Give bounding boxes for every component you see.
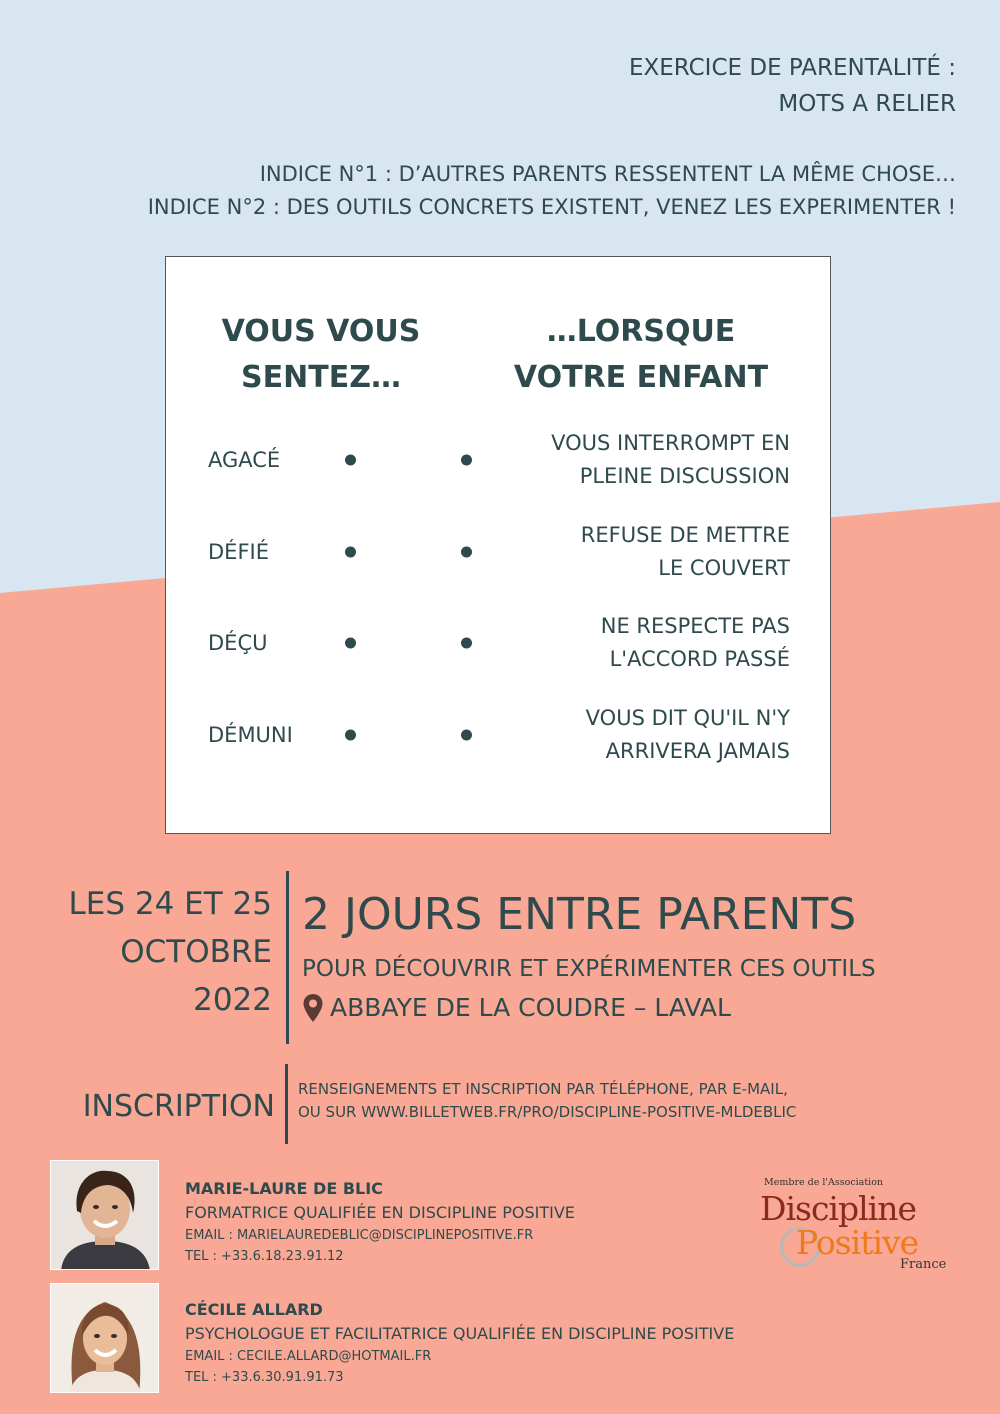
- logo-word-1: Discipline: [760, 1189, 916, 1228]
- hints: [148, 158, 956, 224]
- situation-label: [510, 610, 790, 676]
- situation-line-1: REFUSE DE METTRE: [580, 523, 790, 547]
- feeling-label: DÉFIÉ: [208, 540, 269, 564]
- situation-line-2: L'ACCORD PASSÉ: [609, 647, 790, 671]
- date-line-1: LES 24 ET 25: [68, 886, 272, 922]
- situations-heading: [496, 309, 786, 401]
- situation-label: [510, 702, 790, 768]
- event-divider: [286, 871, 289, 1044]
- contact-name: MARIE-LAURE DE BLIC: [185, 1179, 383, 1198]
- header-line-1: EXERCICE DE PARENTALITÉ :: [628, 55, 956, 81]
- inscription-info-line-2[interactable]: OU SUR WWW.BILLETWEB.FR/PRO/DISCIPLINE-POSITIVE-MLDEBLIC: [298, 1103, 797, 1121]
- feeling-label: DÉÇU: [208, 631, 268, 655]
- situation-line-2: PLEINE DISCUSSION: [579, 464, 790, 488]
- map-pin-icon: [302, 993, 324, 1023]
- situation-line-1: VOUS DIT QU'IL N'Y: [585, 706, 790, 730]
- match-row: [166, 517, 832, 587]
- situation-line-2: ARRIVERA JAMAIS: [605, 739, 790, 763]
- situation-label: [510, 519, 790, 585]
- feeling-dot[interactable]: [345, 547, 356, 558]
- situation-line-1: NE RESPECTE PAS: [600, 614, 790, 638]
- contact-card: [185, 1177, 575, 1267]
- contact-role: FORMATRICE QUALIFIÉE EN DISCIPLINE POSITIVE: [185, 1203, 575, 1222]
- contact-name: CÉCILE ALLARD: [185, 1300, 323, 1319]
- situation-dot[interactable]: [461, 455, 472, 466]
- portrait-marie-laure: [51, 1161, 159, 1270]
- feelings-heading-line-2: SENTEZ…: [241, 360, 401, 395]
- inscription-info: [298, 1078, 796, 1124]
- contact-phone[interactable]: TEL : +33.6.30.91.91.73: [185, 1370, 344, 1385]
- contact-email[interactable]: EMAIL : MARIELAUREDEBLIC@DISCIPLINEPOSITIVE.FR: [185, 1228, 534, 1243]
- situation-label: [510, 427, 790, 493]
- exercise-card: [165, 256, 831, 834]
- feelings-heading: [206, 309, 436, 401]
- location-text: ABBAYE DE LA COUDRE – LAVAL: [330, 993, 731, 1022]
- match-row: [166, 425, 832, 495]
- event-location: [302, 990, 731, 1026]
- match-row: [166, 700, 832, 770]
- feeling-dot[interactable]: [345, 730, 356, 741]
- logo-country: France: [900, 1257, 947, 1272]
- event-subtitle: POUR DÉCOUVRIR ET EXPÉRIMENTER CES OUTILS: [302, 956, 876, 982]
- situation-line-2: LE COUVERT: [658, 556, 790, 580]
- inscription-divider: [285, 1064, 288, 1144]
- header-line-2: MOTS A RELIER: [778, 91, 956, 117]
- situation-dot[interactable]: [461, 638, 472, 649]
- event-title: 2 JOURS ENTRE PARENTS: [302, 889, 857, 940]
- avatar: [50, 1160, 159, 1270]
- portrait-cecile: [51, 1284, 159, 1393]
- hint-1: INDICE N°1 : D’AUTRES PARENTS RESSENTENT LA MÊME CHOSE…: [259, 162, 956, 186]
- date-line-3: 2022: [193, 982, 272, 1018]
- situation-dot[interactable]: [461, 730, 472, 741]
- contact-email[interactable]: EMAIL : CECILE.ALLARD@HOTMAIL.FR: [185, 1349, 432, 1364]
- discipline-positive-logo: [758, 1177, 958, 1277]
- exercise-header: [629, 50, 956, 122]
- date-line-2: OCTOBRE: [120, 934, 272, 970]
- feeling-dot[interactable]: [345, 638, 356, 649]
- match-row: [166, 608, 832, 678]
- contact-role: PSYCHOLOGUE ET FACILITATRICE QUALIFIÉE EN DISCIPLINE POSITIVE: [185, 1324, 735, 1343]
- situations-heading-line-2: VOTRE ENFANT: [513, 360, 769, 395]
- contact-card: [185, 1298, 734, 1388]
- feeling-dot[interactable]: [345, 455, 356, 466]
- feelings-heading-line-1: VOUS VOUS: [221, 314, 421, 349]
- situations-heading-line-1: …LORSQUE: [546, 314, 736, 349]
- avatar: [50, 1283, 159, 1393]
- hint-2: INDICE N°2 : DES OUTILS CONCRETS EXISTENT, VENEZ LES EXPERIMENTER !: [147, 195, 956, 219]
- inscription-info-line-1: RENSEIGNEMENTS ET INSCRIPTION PAR TÉLÉPHONE, PAR E-MAIL,: [298, 1080, 788, 1098]
- situation-line-1: VOUS INTERROMPT EN: [551, 431, 790, 455]
- logo-word-2: Positive: [796, 1223, 919, 1262]
- feeling-label: AGACÉ: [208, 448, 281, 472]
- situation-dot[interactable]: [461, 547, 472, 558]
- event-date: [40, 880, 272, 1024]
- feeling-label: DÉMUNI: [208, 723, 293, 747]
- logo-member-text: Membre de l'Association: [764, 1177, 884, 1188]
- inscription-label: INSCRIPTION: [82, 1089, 275, 1124]
- contact-phone[interactable]: TEL : +33.6.18.23.91.12: [185, 1249, 344, 1264]
